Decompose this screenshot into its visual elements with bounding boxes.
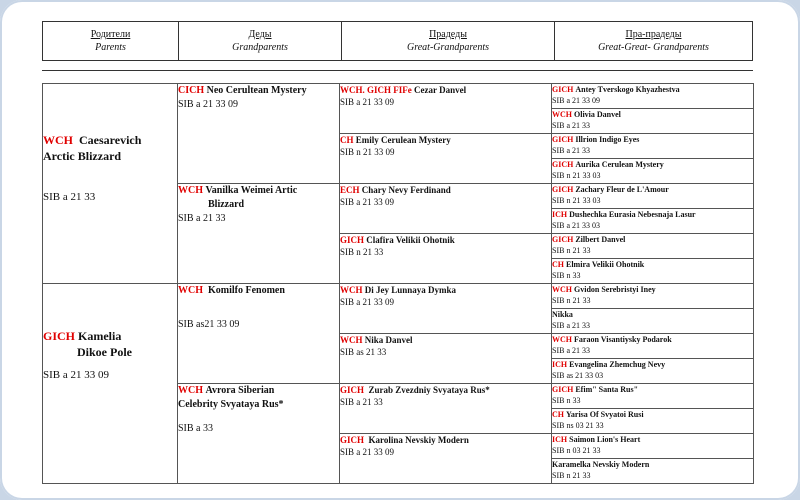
great-grandparent-name: Chary Nevy Ferdinand [361,185,451,195]
title-badge: GICH [340,385,365,395]
great-grandparent-name: Clafira Velikii Ohotnik [366,235,455,245]
header-great-grandparents [342,22,555,61]
ancestor-name: Zilbert Danvel [575,235,626,244]
grandparent-name: Komilfo Fenomen [208,285,285,296]
title-badge: CH [340,135,354,145]
registration: SIB n 21 33 [552,296,591,305]
grandparent [178,284,340,384]
grandparent-name-line2: Blizzard [208,199,245,210]
header-great-great-grandparents-en: Great-Great- Grandparents [598,42,709,53]
registration: SIB a 21 33 09 [340,197,394,207]
divider-line [42,70,753,71]
ancestor-name: Dushechka Eurasia Nebesnaja Lasur [569,210,696,219]
header-great-grandparents-ru: Прадеды [429,29,467,40]
grandparent-name: Avrora Siberian [205,385,275,396]
registration: SIB n 21 33 03 [552,171,601,180]
title-badge: CH [552,410,564,419]
parent-name-line2: Dikoe Pole [77,345,132,359]
great-grandparent-name: Di Jey Lunnaya Dymka [364,285,457,295]
title-badge: WCH [340,335,363,345]
great-great-grandparent [552,209,754,234]
title-badge: GICH [43,329,76,343]
great-grandparent [340,184,552,234]
great-grandparent [340,384,552,434]
title-badge: GICH [552,135,574,144]
great-great-grandparent [552,159,754,184]
great-great-grandparent [552,459,754,484]
registration: SIB a 21 33 [178,213,226,224]
title-badge: WCH [340,285,363,295]
parent-dam [43,284,178,484]
great-grandparent-name: Emily Cerulean Mystery [355,135,451,145]
great-great-grandparent [552,334,754,359]
great-great-grandparent [552,109,754,134]
header-parents-en: Parents [95,42,126,53]
ancestor-name: Antey Tverskogo Khyazhestva [575,85,680,94]
registration: SIB a 21 33 [552,146,590,155]
header-grandparents-ru: Деды [248,29,272,40]
registration: SIB a 21 33 09 [178,99,238,110]
registration: SIB a 21 33 [43,191,96,203]
great-great-grandparent [552,234,754,259]
registration: SIB a 21 33 09 [43,369,109,381]
title-badge: ICH [552,360,568,369]
header-parents [43,22,179,61]
ancestor-name: Nikka [552,310,573,319]
title-badge: GICH [552,85,574,94]
title-badge: GICH [552,385,574,394]
great-grandparent-name: Zurab Zvezdniy Svyataya Rus* [368,385,490,395]
grandparent-name: Neo Cerultean Mystery [206,85,307,96]
great-grandparent [340,334,552,384]
parent-sire [43,84,178,284]
title-badge: GICH [552,160,574,169]
ancestor-name: Faraon Visantiysky Podarok [574,335,672,344]
ancestor-name: Evangelina Zhemchug Nevy [569,360,666,369]
great-grandparent-name: Nika Danvel [364,335,413,345]
parent-name-line2: Arctic Blizzard [43,149,122,163]
title-badge: WCH [178,385,203,396]
ancestor-name: Zachary Fleur de L'Amour [575,185,669,194]
title-badge: ICH [552,210,568,219]
header-great-grandparents-en: Great-Grandparents [406,42,490,53]
registration: SIB a 21 33 09 [340,297,394,307]
title-badge: ECH [340,185,360,195]
grandparent-name: Vanilka Weimei Artic [205,185,298,196]
title-badge: GICH [340,435,365,445]
title-badge: GICH [552,235,574,244]
title-badge: CICH [178,85,205,96]
pedigree-table [42,83,754,484]
registration: SIB n 21 33 09 [340,147,395,157]
registration: SIB n 21 33 03 [552,196,601,205]
title-badge: WCH [178,285,203,296]
great-grandparent [340,234,552,284]
great-great-grandparent [552,384,754,409]
great-great-grandparent [552,359,754,384]
great-grandparent [340,434,552,484]
ancestor-name: Olivia Danvel [574,110,621,119]
header-great-great-grandparents [555,22,753,61]
great-great-grandparent [552,309,754,334]
ancestor-name: Aurika Cerulean Mystery [575,160,664,169]
title-badge: CH [552,260,564,269]
registration: SIB a 21 33 [552,346,590,355]
registration: SIB n 33 [552,396,581,405]
title-badge: WCH [552,110,572,119]
registration: SIB a 21 33 [340,397,383,407]
title-badge: WCH [43,133,73,147]
great-great-grandparent [552,284,754,309]
registration: SIB a 21 33 [552,121,590,130]
registration: SIB n 03 21 33 [552,446,601,455]
ancestor-name: Illrion Indigo Eyes [575,135,640,144]
registration: SIB a 21 33 03 [552,221,600,230]
title-badge: GICH [340,235,365,245]
great-great-grandparent [552,184,754,209]
grandparent [178,84,340,184]
ancestor-name: Saimon Lion's Heart [569,435,641,444]
registration: SIB as 21 33 03 [552,371,604,380]
title-badge: ICH [552,435,568,444]
ancestor-name: Yarisa Of Svyatoi Rusi [566,410,644,419]
header-parents-ru: Родители [90,29,131,40]
title-badge: GICH [552,185,574,194]
title-badge: WCH [552,285,572,294]
great-grandparent [340,134,552,184]
parent-name: Caesarevich [79,133,142,147]
title-badge: WCH [178,185,203,196]
registration: SIB a 21 33 09 [340,97,394,107]
great-great-grandparent [552,434,754,459]
registration: SIB as21 33 09 [178,319,240,330]
grandparent [178,184,340,284]
title-badge: WCH [552,335,572,344]
ancestor-name: Gvidon Serebristyi Iney [574,285,656,294]
great-grandparent-name: Cezar Danvel [414,85,467,95]
great-great-grandparent [552,409,754,434]
registration: SIB a 33 [178,423,213,434]
registration: SIB n 21 33 [340,247,384,257]
title-badge: WCH. GICH FIFe [340,85,412,95]
grandparent-name-line2: Celebrity Svyataya Rus* [178,399,284,410]
ancestor-name: Efim" Santa Rus" [575,385,639,394]
header-grandparents [179,22,342,61]
ancestor-name: Karamelka Nevskiy Modern [552,460,650,469]
registration: SIB a 21 33 09 [340,447,394,457]
great-grandparent-name: Karolina Nevskiy Modern [368,435,469,445]
pedigree-header [42,21,753,61]
registration: SIB a 21 33 [552,321,590,330]
registration: SIB n 21 33 [552,471,591,480]
great-grandparent [340,84,552,134]
registration: SIB n 33 [552,271,581,280]
ancestor-name: Elmira Velikii Ohotnik [566,260,645,269]
registration: SIB as 21 33 [340,347,387,357]
grandparent [178,384,340,484]
parent-name: Kamelia [78,329,122,343]
registration: SIB ns 03 21 33 [552,421,604,430]
great-great-grandparent [552,259,754,284]
header-grandparents-en: Grandparents [232,42,288,53]
great-grandparent [340,284,552,334]
registration: SIB n 21 33 [552,246,591,255]
registration: SIB a 21 33 09 [552,96,600,105]
great-great-grandparent [552,134,754,159]
header-great-great-grandparents-ru: Пра-прадеды [625,29,682,40]
great-great-grandparent [552,84,754,109]
